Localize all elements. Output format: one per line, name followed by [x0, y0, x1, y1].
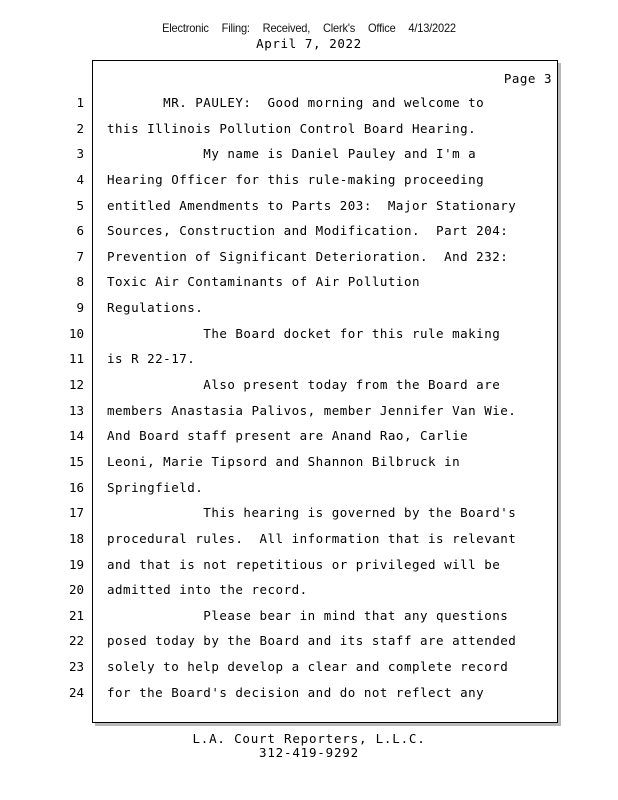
- line-text: This hearing is governed by the Board's: [107, 505, 517, 521]
- transcript-line: [0, 576, 618, 602]
- filing-stamp-date: 4/13/2022: [408, 21, 456, 35]
- filing-stamp: [25, 21, 594, 35]
- transcript-line: [0, 294, 618, 320]
- transcript-line: [0, 166, 618, 192]
- line-number: 12: [68, 377, 84, 393]
- line-text: And Board staff present are Anand Rao, Carlie: [107, 428, 469, 444]
- line-text: Prevention of Significant Deterioration. And 232:: [107, 248, 509, 264]
- filing-stamp-word: Office: [367, 21, 396, 35]
- line-text: solely to help develop a clear and complete record: [107, 659, 509, 675]
- line-number: 1: [76, 95, 84, 110]
- line-number: 11: [68, 351, 84, 367]
- line-number: 7: [76, 248, 84, 264]
- line-number: 24: [68, 684, 84, 700]
- transcript-line: [0, 397, 618, 423]
- transcript-lines: [0, 89, 618, 704]
- line-text: The Board docket for this rule making: [107, 325, 501, 341]
- transcript-line: [0, 602, 618, 628]
- line-number: 6: [76, 223, 84, 239]
- line-number: 8: [76, 274, 84, 290]
- filing-stamp-word: Received,: [262, 21, 311, 35]
- line-number: 10: [68, 325, 84, 341]
- line-text: admitted into the record.: [107, 582, 308, 598]
- filing-stamp-word: Clerk's: [323, 21, 356, 35]
- line-number: 20: [68, 582, 84, 598]
- line-number: 23: [68, 659, 84, 675]
- transcript-line: [0, 217, 618, 243]
- hearing-date: April 7, 2022: [256, 36, 362, 51]
- transcript-line: [0, 499, 618, 525]
- filing-stamp-word: Filing:: [221, 21, 250, 35]
- transcript-line: [0, 448, 618, 474]
- reporter-company: L.A. Court Reporters, L.L.C.: [192, 731, 426, 746]
- line-number: 14: [68, 428, 84, 444]
- line-text: Toxic Air Contaminants of Air Pollution: [107, 274, 420, 290]
- line-number: 13: [68, 402, 84, 418]
- transcript-line: [0, 653, 618, 679]
- transcript-line: [0, 627, 618, 653]
- line-text: is R 22-17.: [107, 351, 196, 367]
- line-text: Regulations.: [107, 300, 204, 316]
- transcript-line: [0, 474, 618, 500]
- transcript-line: [0, 140, 618, 166]
- footer: [0, 732, 618, 760]
- transcript-line: [0, 679, 618, 705]
- filing-stamp-word: Electronic: [162, 21, 209, 35]
- line-number: 18: [68, 530, 84, 546]
- reporter-phone: 312-419-9292: [259, 745, 359, 760]
- line-text: procedural rules. All information that is relevant: [107, 530, 517, 546]
- line-number: 22: [68, 633, 84, 649]
- line-number: 15: [68, 453, 84, 469]
- line-number: 4: [76, 171, 84, 187]
- line-text: Hearing Officer for this rule-making proceeding: [107, 171, 485, 187]
- transcript-line: [0, 345, 618, 371]
- line-text: for the Board's decision and do not reflect any: [107, 684, 485, 700]
- line-number: 19: [68, 556, 84, 572]
- line-text: posed today by the Board and its staff are attended: [107, 633, 517, 649]
- transcript-line: [0, 192, 618, 218]
- line-text: this Illinois Pollution Control Board Hearing.: [107, 120, 477, 136]
- line-text: Springfield.: [107, 479, 204, 495]
- line-number: 3: [76, 146, 84, 162]
- line-text: Sources, Construction and Modification. Part 204:: [107, 223, 509, 239]
- transcript-line: [0, 268, 618, 294]
- page-number: Page 3: [503, 71, 552, 86]
- line-text: and that is not repetitious or privileged will be: [107, 556, 501, 572]
- line-text: members Anastasia Palivos, member Jennifer Van Wie.: [107, 402, 517, 418]
- line-number: 9: [76, 300, 84, 316]
- line-number: 21: [68, 607, 84, 623]
- line-number: 2: [76, 120, 84, 136]
- transcript-line: [0, 422, 618, 448]
- line-text: My name is Daniel Pauley and I'm a: [107, 146, 477, 162]
- line-text: MR. PAULEY: Good morning and welcome to: [107, 95, 485, 110]
- line-text: Please bear in mind that any questions: [107, 607, 509, 623]
- transcript-line: [0, 89, 618, 115]
- line-text: entitled Amendments to Parts 203: Major Stationary: [107, 197, 517, 213]
- transcript-line: [0, 320, 618, 346]
- line-number: 16: [68, 479, 84, 495]
- transcript-line: [0, 525, 618, 551]
- transcript-line: [0, 371, 618, 397]
- transcript-line: [0, 551, 618, 577]
- line-number: 5: [76, 197, 84, 213]
- line-text: Also present today from the Board are: [107, 377, 501, 393]
- transcript-line: [0, 115, 618, 141]
- line-text: Leoni, Marie Tipsord and Shannon Bilbruck in: [107, 453, 461, 469]
- line-number: 17: [68, 505, 84, 521]
- transcript-line: [0, 243, 618, 269]
